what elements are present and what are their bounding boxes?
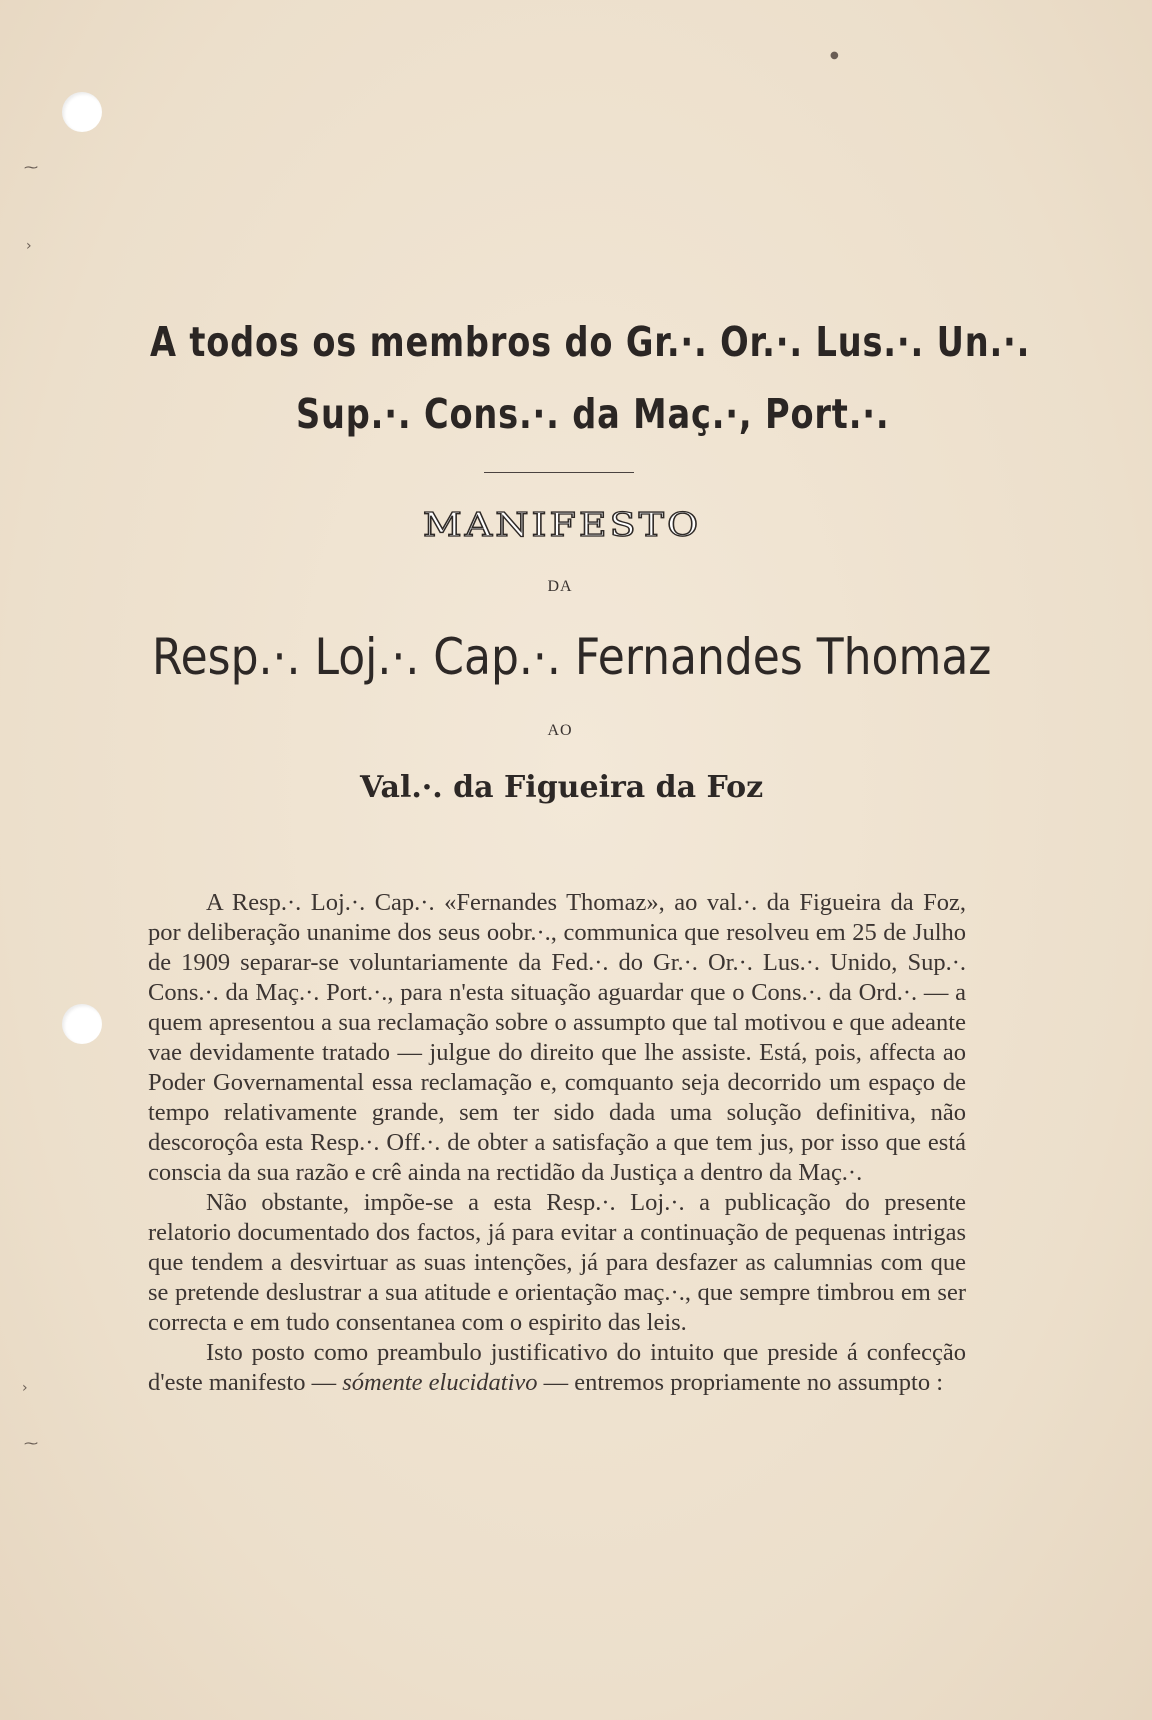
title-da: DA: [547, 578, 573, 595]
margin-mark-icon: ›: [22, 1380, 28, 1396]
title-ao: AO: [547, 722, 573, 739]
punch-hole: [62, 92, 102, 132]
paragraph-text: Isto posto como preambulo justificativo do intuito que preside á confecção d'este manifesto —: [148, 1339, 966, 1396]
paragraph-text: — entremos propriamente no assumpto :: [537, 1369, 944, 1396]
margin-mark-icon: ›: [26, 238, 32, 254]
paragraph: A Resp.·. Loj.·. Cap.·. «Fernandes Thomaz», ao val.·. da Figueira da Foz, por deliberação unanime dos seus oobr.·., communica que resolveu em 25 de Julho de 1909 separar-se voluntariamente da Fed.·. do Gr.·. Or.·. Lus.·. Unido, Sup.·. Cons.·. da Maç.·. Port.·., para n'esta situação aguardar que o Cons.·. da Ord.·. — a quem apresentou a sua reclamação sobre o assumpto que tal motivou e que adeante vae devidamente tratado — julgue do direito que lhe assiste. Está, pois, affecta ao Poder Governamental essa reclamação e, comquanto seja decorrido um espaço de tempo relativamente grande, sem ter sido dada uma solução definitiva, não descoroçôa esta Resp.·. Off.·. de obter a satisfação a que tem jus, por isso que está conscia da sua razão e crê ainda na rectidão da Justiça a dentro da Maç.·.: [148, 889, 966, 1186]
body-text: [148, 888, 966, 1398]
valley-name: Val.·. da Figueira da Foz: [360, 770, 764, 805]
paragraph-italic: sómente elucidativo: [342, 1369, 538, 1396]
margin-mark-icon: ⁓: [24, 1436, 38, 1452]
heading-line-1: A todos os membros do Gr.·. Or.·. Lus.·. Un.·.: [150, 318, 1031, 366]
ink-dot-icon: ●: [830, 50, 839, 61]
margin-mark-icon: ⁓: [24, 160, 38, 176]
paragraph: Não obstante, impõe-se a esta Resp.·. Loj.·. a publicação do presente relatorio documentado dos factos, já para evitar a continuação de pequenas intrigas que tendem a desvirtuar as suas intenções, já para desfazer as calumnias com que se pretende deslustrar a sua atitude e orientação maç.·., que sempre timbrou em ser correcta e em tudo consentanea com o espirito das leis.: [148, 1189, 966, 1336]
lodge-name: Resp.·. Loj.·. Cap.·. Fernandes Thomaz: [152, 628, 992, 686]
paragraph: [148, 1338, 966, 1398]
heading-line-2: Sup.·. Cons.·. da Maç.·, Port.·.: [296, 390, 890, 438]
divider: [484, 472, 634, 473]
punch-hole: [62, 1004, 102, 1044]
manifesto-title: MANIFESTO: [422, 506, 702, 544]
